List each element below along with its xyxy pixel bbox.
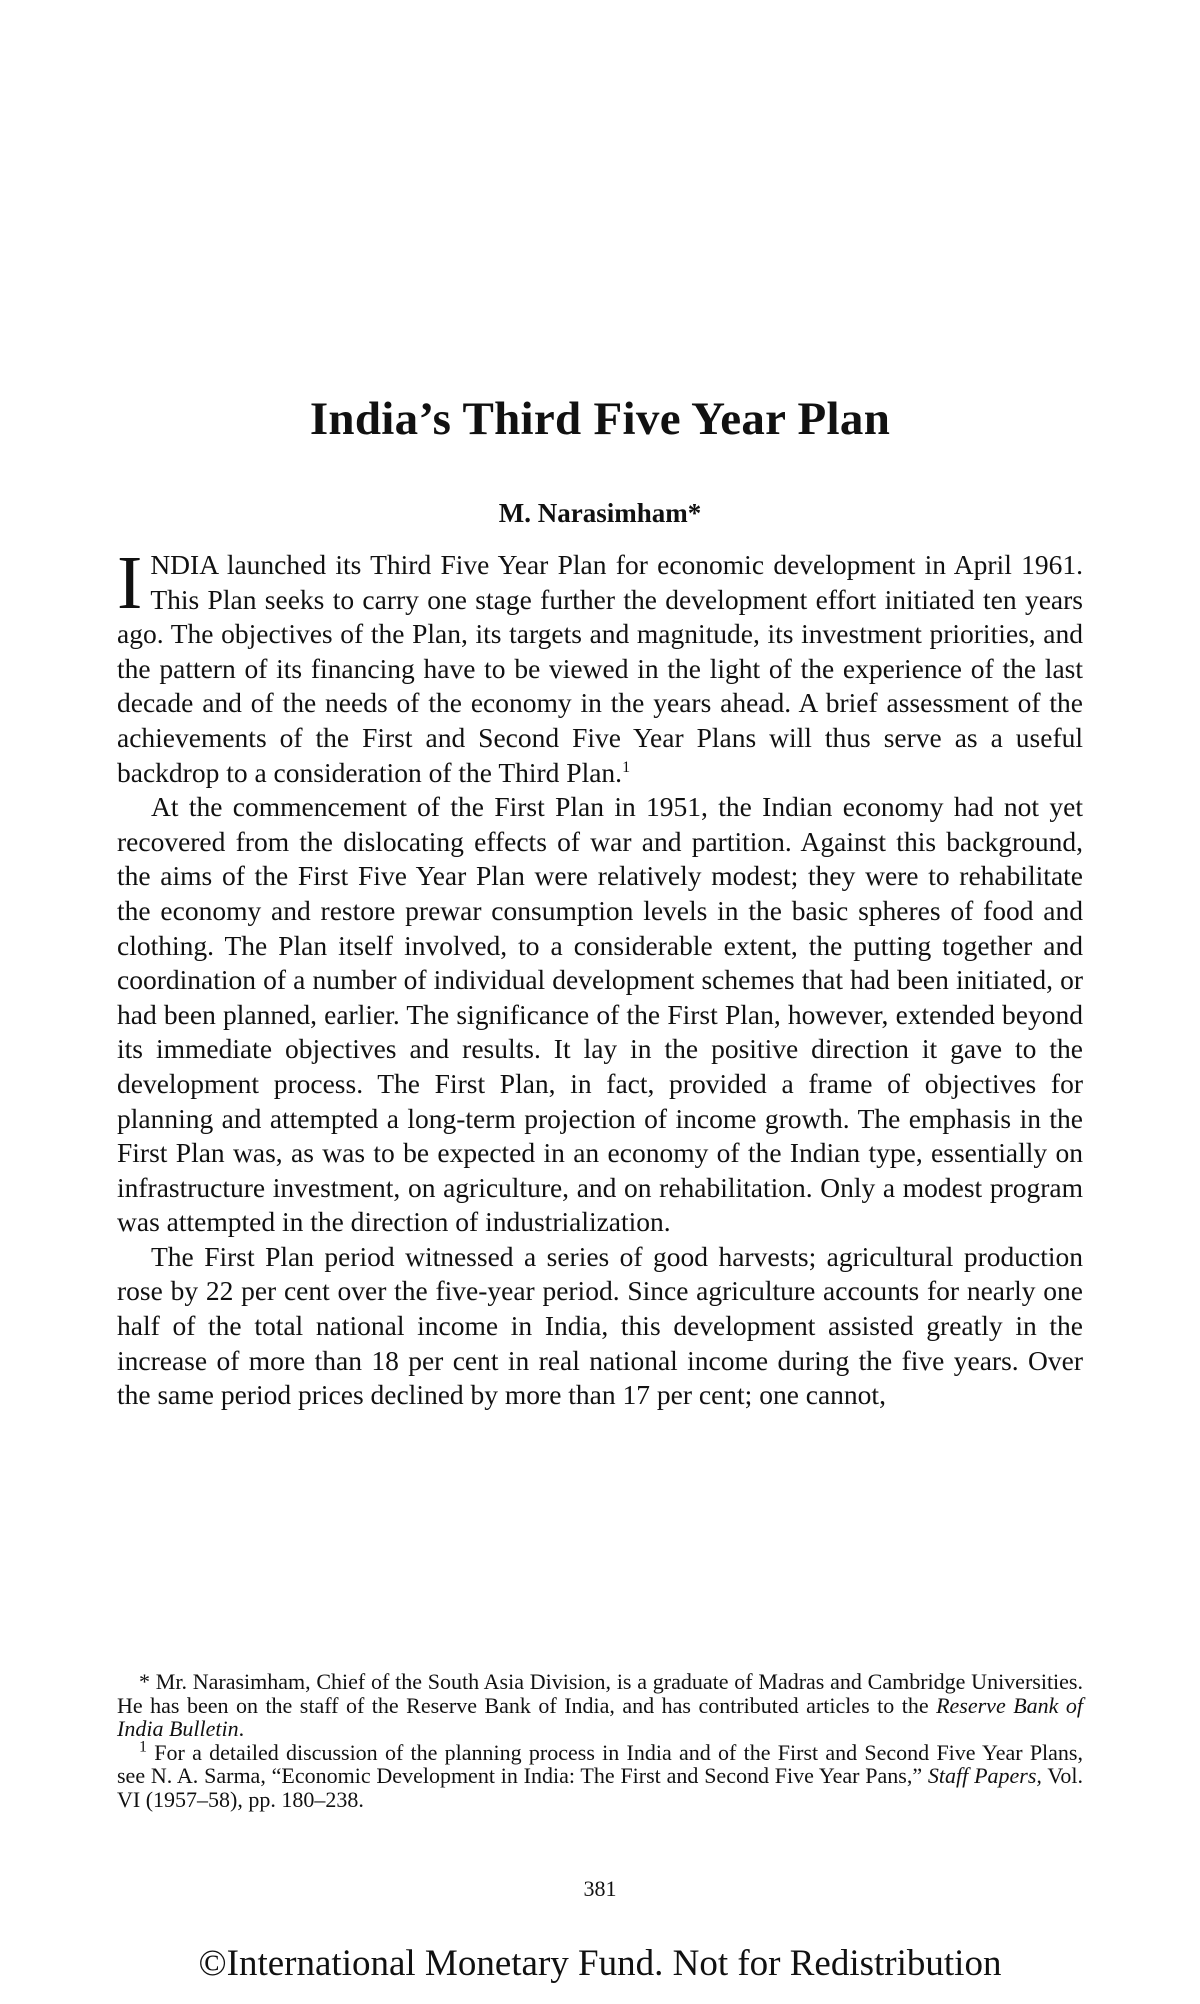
footnote-author-text: * Mr. Narasimham, Chief of the South Asia Division, is a graduate of Madras and Cambridge Universities. He has been on the staff of the Reserve Bank of India, and has contributed articles to the: [117, 1669, 1083, 1718]
footnote-author-journal: Reserve Bank of India Bulletin: [117, 1692, 1083, 1741]
page-number: 381: [583, 1876, 617, 1901]
article-body: [117, 541, 1083, 1413]
footnote-ref-1: 1: [622, 758, 631, 776]
footnote-1-journal: Staff Papers,: [927, 1763, 1042, 1788]
paragraph-2: At the commencement of the First Plan in 1951, the Indian economy had not yet recovered from the dislocating effects of war and partition. Against this background, the aims of the First Five Year Plan were relatively modest; they were to rehabilitate the economy and restore prewar consumption levels in the basic spheres of food and clothing. The Plan itself involved, to a considerable extent, the putting together and coordination of a number of individual development schemes that had been initiated, or had been planned, earlier. The significance of the First Plan, however, extended beyond its immediate objectives and results. It lay in the positive direction it gave to the development process. The First Plan, in fact, provided a frame of objectives for planning and attempted a long-term projection of income growth. The emphasis in the First Plan was, as was to be expected in an economy of the Indian type, essentially on infrastructure investment, on agriculture, and on rehabilitation. Only a modest program was attempted in the direction of industrialization.: [117, 791, 1083, 1238]
footnote-1-mark: 1: [139, 1738, 147, 1756]
paragraph-1-text: NDIA launched its Third Five Year Plan for economic development in April 1961. This Plan seeks to carry one stage further the development effort initiated ten years ago. The objectives of the Plan, its targets and magnitude, its investment priorities, and the pattern of its financing have to be viewed in the light of the experience of the last decade and of the needs of the economy in the years ahead. A brief assessment of the achievements of the First and Second Five Year Plans will thus serve as a useful backdrop to a consideration of the Third Plan.: [117, 549, 1083, 788]
footnote-1-text: For a detailed discussion of the planning process in India and of the First and Second Five Year Plans, see N. A. Sarma, “Economic Development in India: The First and Second Five Year Pans,”: [117, 1739, 1083, 1788]
author-name: M. Narasimham*: [498, 498, 702, 528]
footnote-author-end: .: [238, 1716, 245, 1741]
footnote-1: [117, 1738, 1083, 1812]
footnote-author: [117, 1670, 1083, 1741]
drop-cap: I: [117, 541, 143, 625]
copyright-notice: ©International Monetary Fund. Not for Redistribution: [198, 1943, 1002, 1984]
paragraph-1: [117, 541, 1083, 790]
footnotes: [117, 1670, 1083, 1811]
paragraph-3: The First Plan period witnessed a series of good harvests; agricultural production rose by 22 per cent over the five-year period. Since agriculture accounts for nearly one half of the total national income in India, this development assisted greatly in the increase of more than 18 per cent in real national income during the five years. Over the same period prices declined by more than 17 per cent; one cannot,: [117, 1240, 1083, 1411]
article-title: India’s Third Five Year Plan: [309, 393, 891, 445]
footnote-1-end: Vol. VI (1957–58), pp. 180–238.: [117, 1763, 1083, 1812]
